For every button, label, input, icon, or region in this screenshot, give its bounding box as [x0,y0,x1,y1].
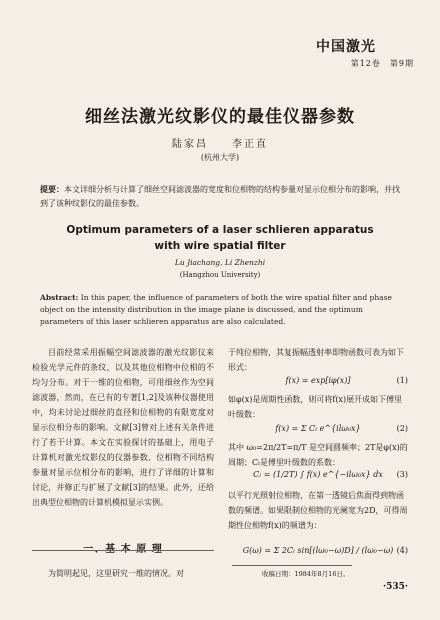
authors-chinese: 陆家昌 李正直 [172,139,268,150]
body-right-text-4: 以平行光照射位相物，在第一透镜后焦面得到物函数的频谱。如果限制位相物的光阑宽为2D，可得周期性位相物f(x)的频谱为： [228,491,408,530]
equation-2 [228,424,408,433]
section-heading: 一、基 本 原 理 [83,544,163,555]
equation-4-expr: G(ω) = Σ 2Cₗ sin[(lω₀−ω)D] / (lω₀−ω) [242,546,394,555]
title-chinese: 细丝法激光纹影仪的最佳仪器参数 [85,107,355,127]
equation-2-expr: f(x) = Σ Cₗ e^{ilω₀x} [275,424,361,433]
abstract-english-text: In this paper, the influence of parameters of both the wire spatial filter and phase object on the intensity distribution in the image plane is discussed, and the optimum parameters of this laser schlieren apparatus are also calculated. [40,293,392,326]
journal-logo: 中国激光 [316,39,376,55]
equation-4 [228,546,408,555]
body-right-text-1: 于纯位相物，其复振幅透射率即物函数可表为如下形式： [228,348,404,372]
abstract-chinese [40,182,406,211]
title-english-line1: Optimum parameters of a laser schlieren apparatus [66,224,374,236]
affiliation-english: (Hangzhou University) [179,271,261,279]
equation-1-expr: f(x) = exp[iφ(x)] [285,376,351,385]
equation-2-number: (2) [396,424,408,433]
body-left-paragraph-1: 目前经常采用振幅空间滤波器的激光纹影仪来检验光学元件的条纹，以及其他位相物中位相的不均匀分布。对于一维的位相物，可用细丝作为空间滤波器，然而，在已有的专著[1,2]及该种仪器使用中，均未讨论过细丝的直径和位相物的有限宽度对显示位相分布的影响。文献[3]曾对上述有关条件进行了若干计算。本文在实验探讨的基础上，用电子计算机对激光纹影仪的仪器参数、位相物不同结构参量对显示位相分布的影响，进行了详细的计算和讨论，并修正与扩展了文献[3]的结果。此外，还给出典型位相物的计算机模拟显示实例。 [32,348,214,507]
abstract-chinese-label: 提要： [40,184,64,194]
title-english-line2: with wire spatial filter [154,240,286,252]
equation-1-number: (1) [396,376,408,385]
affiliation-chinese: (杭州大学) [200,153,240,162]
equation-1 [228,376,408,385]
abstract-chinese-text: 本文详细分析与计算了细丝空间滤波器的宽度和位相物的结构参量对显示位相分布的影响，并找到了该种纹影仪的最佳参数。 [40,185,400,208]
equation-4-number: (4) [396,546,408,555]
received-date: 收稿日期：1984年8月16日。 [262,570,350,578]
abstract-english-label: Abstract: [40,293,79,302]
equation-3-number: (3) [396,470,408,479]
authors-english: Lu Jiachang, Li Zhenzhi [174,258,266,267]
title-english [0,222,440,254]
page-number: ·535· [382,582,408,592]
body-right-text-2: 如φ(x)是周期性函数，则可将f(x)展开成如下傅里叶级数： [228,395,403,419]
equation-3-expr: Cₗ = (1/2T) ∫ f(x) e^{−ilω₀x} dx [253,470,383,479]
journal-issue: 第12卷 第9期 [350,59,414,68]
abstract-english [40,292,406,328]
body-left-paragraph-2: 为简明起见，这里研究一维的情况。对 [48,569,184,578]
section-divider [32,550,214,551]
footnote-divider [232,565,352,566]
equation-3 [228,470,408,479]
body-right-text-3: 其中 ω₀=2π/2T=π/T 是空间圆频率；2T是φ(x)的周期；Cₗ是傅里叶级数的系数： [228,443,408,467]
